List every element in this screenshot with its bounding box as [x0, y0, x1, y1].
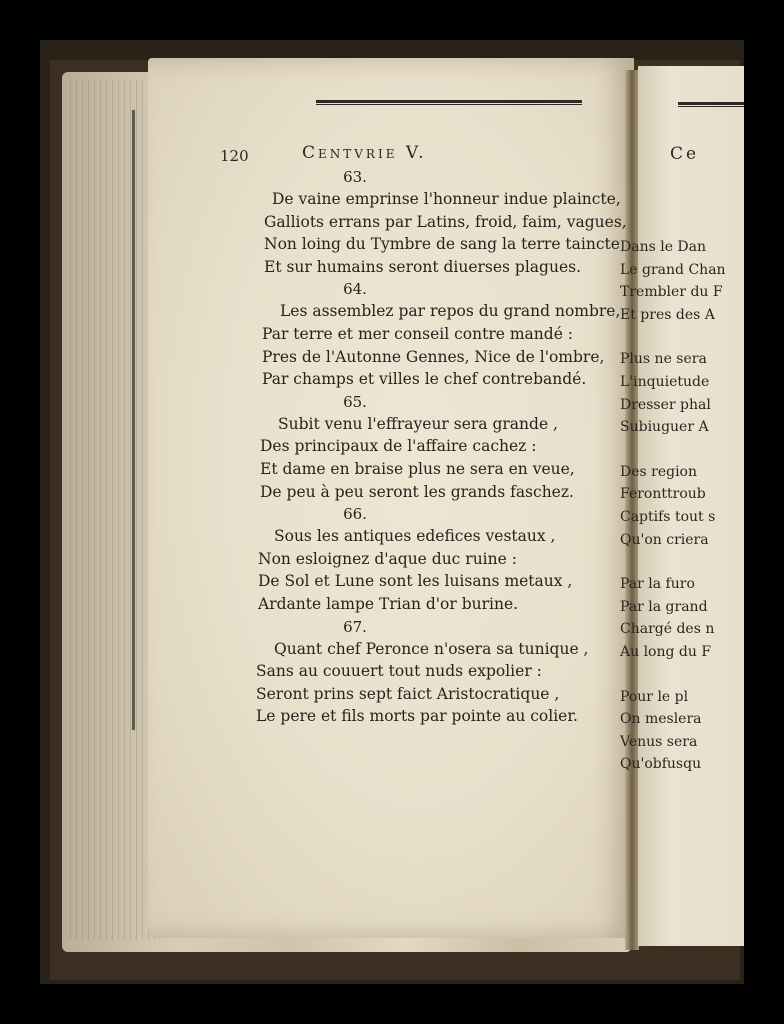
facing-verse-line: On meslera [620, 711, 702, 728]
facing-running-title: Ce [670, 144, 700, 164]
verse-line: Ardante lampe Trian d'or burine. [258, 594, 519, 613]
quatrain-number: 63. [343, 168, 367, 186]
facing-verse-line: Au long du F [620, 643, 712, 660]
quatrain-number: 66. [343, 505, 367, 524]
facing-verse-line: Trembler du F [620, 284, 723, 301]
facing-page-text [620, 142, 726, 776]
facing-verse-line: Venus sera [620, 733, 698, 750]
quatrain-number: 65. [343, 392, 367, 411]
facing-verse-line: Captifs tout s [620, 508, 716, 525]
header-rule-right [678, 102, 744, 107]
page-number: 120 [220, 147, 249, 165]
facing-verse-line: Par la grand [620, 598, 708, 615]
facing-verse-line: Et pres des A [620, 306, 715, 323]
verse-line: Non loing du Tymbre de sang la terre taincte [264, 235, 620, 254]
page-edge-texture [70, 80, 160, 940]
page-edge-mark [132, 110, 135, 730]
verse-line: Et dame en braise plus ne sera en veue, [260, 459, 575, 478]
verse-line: Subit venu l'effrayeur sera grande , [278, 414, 558, 433]
verse-line: Pres de l'Autonne Gennes, Nice de l'ombre, [262, 347, 605, 366]
facing-verse-line: Feronttroub [620, 486, 706, 503]
verse-line: Quant chef Peronce n'osera sa tunique , [274, 639, 589, 658]
facing-verse-line: Des region [620, 463, 698, 480]
facing-verse-line: Le grand Chan [620, 261, 726, 278]
verse-line: Le pere et fils morts par pointe au colier. [256, 707, 578, 726]
verse-line: De peu à peu seront les grands faschez. [260, 482, 574, 501]
quatrain-number: 64. [343, 280, 367, 299]
facing-verse-line: Subiuguer A [620, 419, 709, 436]
page-header [220, 143, 520, 165]
verse-line: Sous les antiques edefices vestaux , [274, 527, 556, 546]
verse-line: Seront prins sept faict Aristocratique , [256, 684, 560, 703]
facing-verse-line: Qu'obfusqu [620, 756, 702, 773]
verse-line: Des principaux de l'affaire cachez : [260, 437, 537, 456]
verse-line: Et sur humains seront diuerses plagues. [264, 257, 582, 276]
facing-verse-line: Pour le pl [620, 688, 689, 705]
verse-line: De vaine emprinse l'honneur indue plaincte, [272, 190, 621, 208]
verse-line: Par terre et mer conseil contre mandé : [262, 324, 574, 343]
facing-verse-line: Plus ne sera [620, 351, 707, 368]
verse-line: Non esloignez d'aque duc ruine : [258, 549, 517, 568]
verse-line: Galliots errans par Latins, froid, faim, vagues, [264, 212, 627, 231]
facing-verse-line: Par la furo [620, 576, 695, 593]
facing-verse-line: Dresser phal [620, 396, 711, 413]
header-rule-left [316, 100, 582, 105]
facing-verse-line: Dans le Dan [620, 239, 707, 255]
verse-line: Sans au couuert tout nuds expolier : [256, 662, 542, 681]
verse-line: Les assemblez par repos du grand nombre, [280, 302, 621, 321]
facing-verse-line: Chargé des n [620, 621, 715, 638]
quatrain-text [200, 166, 627, 728]
running-title: Centvrie V. [302, 143, 427, 163]
verse-line: De Sol et Lune sont les luisans metaux , [258, 572, 573, 591]
verse-line: Par champs et villes le chef contrebandé. [262, 370, 587, 389]
facing-verse-line: L'inquietude [620, 373, 710, 390]
facing-verse-line: Qu'on criera [620, 531, 709, 548]
quatrain-number: 67. [343, 617, 367, 636]
